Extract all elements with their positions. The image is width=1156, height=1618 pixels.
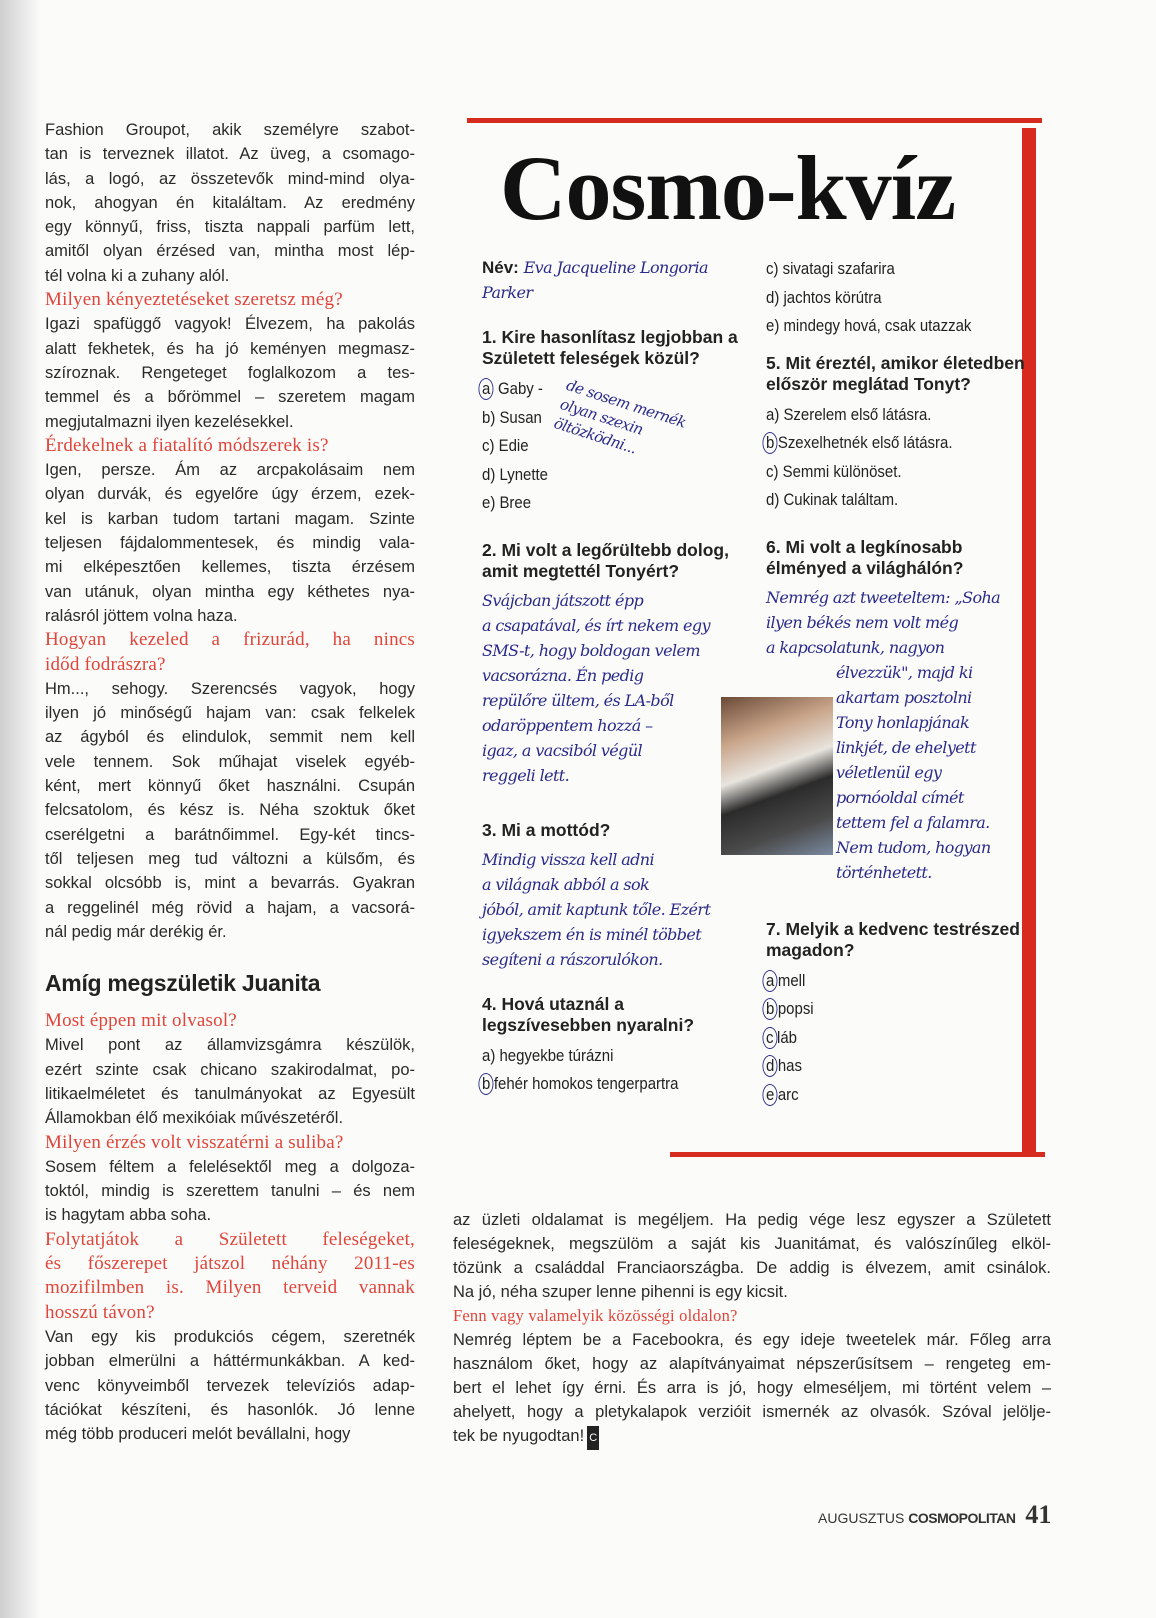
interview-question — [453, 1304, 1051, 1328]
handwritten-line: Svájcban játszott épp — [482, 590, 644, 610]
left-article-column — [45, 118, 415, 1446]
text-line: Fenn vagy valamelyik közösségi oldalon? — [453, 1306, 738, 1325]
circled-answer-a: a — [478, 378, 493, 400]
text-line: Hm..., sehogy. Szerencsés vagyok, hogy — [45, 679, 415, 698]
text-line: venc könyveimből tervezek televíziós adap- — [45, 1376, 415, 1395]
text-line: tációkat készíteni, és hasonlók. Jó lenne — [45, 1400, 415, 1419]
handwritten-line: Mindig vissza kell adni — [482, 849, 655, 869]
text-line: Van egy kis produkciós cégem, szeretnék — [45, 1327, 415, 1346]
text-line: Igazi spafüggő vagyok! Élvezem, ha pakolás — [45, 315, 415, 334]
handwritten-line: linkjét, de ehelyett — [836, 737, 976, 757]
paragraph — [45, 1033, 415, 1130]
text-line: Nemrég léptem be a Facebookra, és egy ideje tweetelek már. Főleg arra — [453, 1331, 1051, 1349]
quiz-title: Cosmo-kvíz — [500, 137, 956, 239]
text-line: tözünk a családdal Franciaországba. De addig is élvezem, amit csinálok. — [453, 1259, 1051, 1277]
question-5: 5. Mit éreztél, amikor életedben először meglátad Tonyt? — [766, 352, 1025, 394]
option-safari: c) sivatagi szafarira — [766, 259, 895, 278]
handwritten-line: véletlenül egy — [836, 762, 942, 782]
text-line: Államokban élő mexikóiak művészetéről. — [45, 1109, 344, 1128]
question-1: 1. Kire hasonlítasz legjobban a Született feleségek közül? — [482, 327, 738, 368]
paragraph — [45, 118, 415, 288]
text-line: mi elképesztően kellemes, tiszta érzésem — [45, 558, 415, 577]
question-6: 6. Mi volt a legkínosabb élményed a világhálón? — [766, 536, 964, 578]
text-line: lás, a logó, az összetevők mind-mind olya- — [45, 169, 415, 188]
quiz-top-rule — [467, 118, 1042, 123]
footer-month: AUGUSZTUS — [818, 1510, 905, 1526]
q7-option — [766, 1024, 995, 1053]
circled-answer-a: a — [762, 970, 777, 992]
interview-question — [45, 288, 415, 312]
text-line: nál pedig már derékig ér. — [45, 922, 227, 941]
option-label: láb — [777, 1027, 797, 1047]
text-line: használom őket, hogy az alapítványaimat népszerűsítsem – rengeteg em- — [453, 1355, 1051, 1373]
q7-option — [766, 1081, 995, 1110]
handwritten-line: igaz, a vacsiból végül — [482, 740, 643, 760]
article-blocks-bottom — [45, 1009, 415, 1446]
q1-handwritten-note: de sosem mernék olyan szexin öltözködni... — [551, 375, 689, 458]
interview-question — [45, 628, 415, 677]
option-susan: b) Susan — [482, 407, 542, 427]
option-yacht: d) jachtos körútra — [766, 287, 882, 307]
option-anywhere: e) mindegy hová, csak utazzak — [766, 316, 972, 335]
paragraph — [45, 677, 415, 944]
paragraph — [453, 1208, 1051, 1304]
handwritten-line: ilyen békés nem volt még — [766, 612, 959, 632]
text-line: mozifilmben is. Milyen terveid vannak — [45, 1277, 415, 1299]
footer-magazine: COSMOPOLITAN — [908, 1510, 1016, 1526]
handwritten-line: igyekszem én is minél többet — [482, 924, 702, 944]
article-blocks-top — [45, 118, 415, 944]
option-label: mell — [777, 970, 806, 990]
q7-option — [766, 1052, 995, 1081]
text-line: toktól, mindig is szerettem tanulni – és nem — [45, 1182, 415, 1201]
text-line: Mivel pont az államvizsgámra készülök, — [45, 1036, 415, 1055]
option-mountains: a) hegyekbe túrázni — [482, 1045, 614, 1065]
text-line: Most éppen mit olvasol? — [45, 1010, 237, 1032]
handwritten-line: jóból, amit kaptunk tőle. Ezért — [482, 899, 711, 919]
text-line: tek be nyugodtan! C — [453, 1424, 1051, 1450]
text-line: cserélgetni a barátnőimmel. Egy-két tincs- — [45, 825, 415, 844]
text-line: ilyen jó minőségű hajam van: csak felkelek — [45, 704, 415, 723]
text-line: Na jó, néha szuper lenne pihenni is egy kicsit. — [453, 1283, 788, 1301]
option-cute: d) Cukinak találtam. — [766, 490, 899, 509]
name-label: Név: — [482, 258, 519, 277]
text-line: feleségeknek, megszülöm a saját kis Juanitámat, és valószínűleg elköl- — [453, 1235, 1051, 1253]
text-line: felcsatolom, és kész is. Néha szoktuk őket — [45, 801, 415, 820]
text-line: időd fodrászra? — [45, 653, 166, 675]
handwritten-line: Nem tudom, hogyan — [836, 837, 991, 857]
text-line: olyan durvák, és egyelőre úgy érzem, ezek- — [45, 485, 415, 504]
handwritten-line: a világnak abból a sok — [482, 874, 650, 894]
text-line: Hogyan kezeled a frizurád, ha nincs — [45, 629, 415, 651]
option-gaby: Gaby - — [498, 379, 543, 398]
text-line: is hagytam abba soha. — [45, 1206, 212, 1225]
handwritten-line: a kapcsolatunk, nagyon — [766, 637, 945, 657]
handwritten-line: élvezzük", majd ki — [836, 662, 973, 682]
question-3: 3. Mi a mottód? — [482, 819, 611, 840]
text-line: ahelyett, hogy a pletykalapok verzióit ismernék az olvasók. Szóval jelölje- — [453, 1403, 1051, 1421]
question-7: 7. Melyik a kedvenc testrészed magadon? — [766, 918, 1020, 960]
handwritten-line: pornóoldal címét — [836, 787, 964, 807]
handwritten-line: történhetett. — [836, 862, 932, 882]
q6-answer — [766, 585, 1026, 885]
text-line: egy könnyű, friss, tiszta nappali parfüm lett, — [45, 218, 415, 237]
option-label: arc — [777, 1084, 799, 1104]
option-label: has — [777, 1056, 802, 1075]
handwritten-line: Tony honlapjának — [836, 712, 970, 732]
text-line: temmel és a bőrömmel – szeretem magam — [45, 388, 415, 407]
circled-answer-b: b — [762, 432, 777, 454]
quiz-bottom-rule — [670, 1152, 1045, 1157]
text-line: és főszerepet játszol néhány 2011-es — [45, 1253, 415, 1275]
option-sex: Szexelhetnék első látásra. — [777, 433, 953, 452]
text-line: bert el lehet így érni. És arra is jó, hogy elmeséljem, mi történt velem – — [453, 1379, 1051, 1397]
end-mark-icon: C — [587, 1426, 599, 1450]
handwritten-line: vacsorázna. Én pedig — [482, 665, 644, 685]
text-line: től teljesen meg tud változni a külsőm, és — [45, 849, 415, 868]
text-line: nok, ahogyan én kitaláltam. Az eredmény — [45, 193, 415, 212]
text-line: szíroznak. Rengeteget foglalkozom a tes- — [45, 363, 415, 382]
quiz-left-column — [482, 255, 747, 1099]
interview-question — [45, 434, 415, 458]
text-line: ezért szinte csak chicano szakirodalmat, po- — [45, 1060, 415, 1079]
circled-answer-c: c — [762, 1027, 777, 1049]
question-4: 4. Hová utaznál a legszívesebben nyaralni? — [482, 993, 695, 1035]
q7-option — [766, 967, 995, 996]
text-line: jobban elmerülni a háttérmunkákban. A ked- — [45, 1352, 415, 1371]
circled-answer-e: e — [762, 1084, 777, 1106]
text-line: a reggelinél még rövid a hajam, a vacsorá- — [45, 898, 415, 917]
text-line: megjutalmazni ilyen kezelésekkel. — [45, 412, 294, 431]
text-line: Milyen kényeztetéseket szeretsz még? — [45, 289, 343, 311]
option-edie: c) Edie — [482, 436, 529, 455]
handwritten-line: akartam posztolni — [836, 687, 972, 707]
handwritten-line: SMS-t, hogy boldogan velem — [482, 640, 700, 660]
text-line: Milyen érzés volt visszatérni a suliba? — [45, 1131, 344, 1153]
text-line: ként, mert könnyű őket használni. Csupán — [45, 777, 415, 796]
name-field — [482, 255, 747, 305]
text-line: kel is karban tudom tartani magam. Szinte — [45, 509, 415, 528]
q7-options — [766, 967, 1026, 1110]
text-line: Igen, persze. Ám az arcpakolásaim nem — [45, 461, 415, 480]
handwritten-line: a csapatával, és írt nekem egy — [482, 615, 710, 635]
circled-answer-d: d — [762, 1055, 777, 1077]
circled-answer-b: b — [762, 998, 777, 1020]
handwritten-line: segíteni a rászorulókon. — [482, 949, 663, 969]
text-line: amitől olyan érzésed van, mintha most lép- — [45, 242, 415, 261]
option-beach: fehér homokos tengerpartra — [493, 1074, 679, 1093]
text-line: Sosem féltem a felelésektől meg a dolgoza- — [45, 1157, 415, 1176]
text-line: teljesen fájdalommentesek, és mindig vala- — [45, 534, 415, 553]
option-nothing: c) Semmi különöset. — [766, 461, 902, 481]
text-line: litikaelméletet és tanulmányokat az Egyesült — [45, 1084, 415, 1103]
q7-option — [766, 995, 995, 1024]
circled-answer-b: b — [478, 1073, 493, 1095]
handwritten-line: odaröppentem hozzá – — [482, 715, 653, 735]
paragraph — [453, 1328, 1051, 1450]
option-bree: e) Bree — [482, 493, 532, 512]
text-line: Fashion Groupot, akik személyre szabot- — [45, 121, 415, 139]
handwritten-line: reggeli lett. — [482, 765, 570, 785]
interview-question — [45, 1228, 415, 1325]
name-value: Eva Jacqueline Longoria Parker — [482, 258, 708, 302]
paragraph — [45, 312, 415, 433]
paragraph — [45, 1155, 415, 1228]
article-subheading: Amíg megszületik Juanita — [45, 970, 321, 997]
text-line: van utánuk, olyan mintha egy kéthetes nya- — [45, 582, 415, 601]
paragraph — [45, 458, 415, 628]
quiz-right-column — [766, 255, 1026, 1109]
text-line: hosszú távon? — [45, 1301, 155, 1323]
page-number: 41 — [1025, 1500, 1052, 1529]
option-lynette: d) Lynette — [482, 464, 548, 484]
interview-question — [45, 1131, 415, 1155]
option-love: a) Szerelem első látásra. — [766, 404, 932, 424]
bottom-article-column — [453, 1208, 1051, 1450]
q3-answer — [482, 847, 747, 972]
text-line: Folytatjátok a Született feleségeket, — [45, 1228, 415, 1250]
text-line: tél volna ki a zuhany alól. — [45, 266, 230, 285]
text-line: még több produceri melót bevállalni, hogy — [45, 1425, 351, 1444]
interview-question — [45, 1009, 415, 1033]
option-label: popsi — [777, 999, 814, 1018]
handwritten-line: tettem fel a falamra. — [836, 812, 990, 832]
handwritten-line: Nemrég azt tweeteltem: „Soha — [766, 587, 1001, 607]
text-line: alatt fekhetek, és ha jó keményen megmasz- — [45, 339, 415, 358]
text-line: az üzleti oldalamat is megéljem. Ha pedig vége lesz egyszer a Született — [453, 1211, 1051, 1229]
text-line: ralásról jöttem volna haza. — [45, 606, 238, 625]
question-2: 2. Mi volt a legőrültebb dolog, amit megtettél Tonyért? — [482, 539, 729, 581]
page-spine-shadow — [0, 0, 40, 1618]
paragraph — [45, 1325, 415, 1446]
q2-answer — [482, 588, 747, 788]
text-line: vele tennem. Sok műhajat viselek egyéb- — [45, 752, 415, 771]
text-line: sokkal olcsóbb is, mint a bevarrás. Gyakran — [45, 874, 415, 893]
page-footer — [818, 1500, 1051, 1530]
q1-options — [482, 375, 747, 518]
text-line: tan is terveznek illatot. Az üveg, a csomago- — [45, 145, 415, 164]
text-line: az ágyból és elindulok, semmit nem kell — [45, 728, 415, 747]
text-line: Érdekelnek a fiatalító módszerek is? — [45, 434, 329, 456]
handwritten-line: repülőre ültem, és LA-ből — [482, 690, 674, 710]
